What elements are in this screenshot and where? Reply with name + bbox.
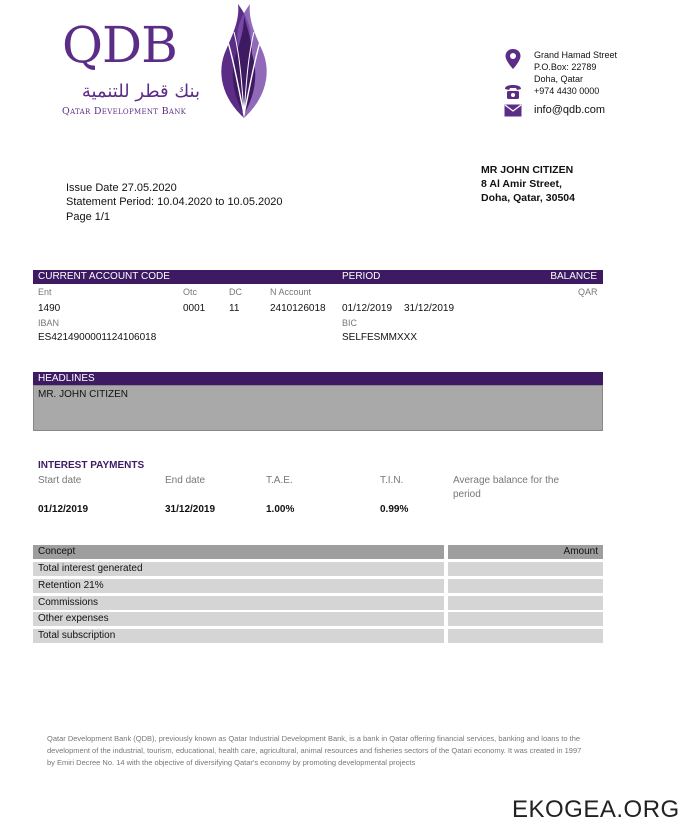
recipient-name: MR JOHN CITIZEN bbox=[481, 164, 574, 176]
issue-date: Issue Date 27.05.2020 bbox=[66, 182, 177, 194]
bank-description: Qatar Development Bank (QDB), previously known as Qatar Industrial Development Bank, is a bank in Qatar offering financial services, banking and loans to the development of the industrial, tourism, educational, health care, agricultural, animal resources and fisheries sectors of the Qatari economy. It was created in 1997 by Emiri Decree No. 14 with the objective of diversifying Qatar's economy by promoting developmental projects bbox=[47, 734, 582, 767]
amount-cell bbox=[448, 612, 603, 626]
tin-label: T.I.N. bbox=[380, 475, 404, 486]
interest-end-value: 31/12/2019 bbox=[165, 504, 216, 515]
concept-header: Concept bbox=[33, 545, 444, 559]
bic-value: SELFESMMXXX bbox=[342, 332, 418, 343]
bic-label: BIC bbox=[342, 318, 358, 328]
concept-row: Total subscription bbox=[33, 629, 444, 643]
phone-icon bbox=[504, 84, 522, 100]
logo-flame-mark bbox=[214, 2, 274, 120]
account-holder-name: MR. JOHN CITIZEN bbox=[38, 389, 128, 400]
logo-text: QDB bbox=[62, 16, 177, 74]
interest-payments-title: INTEREST PAYMENTS bbox=[38, 460, 145, 471]
tin-value: 0.99% bbox=[380, 504, 409, 515]
headlines-title: HEADLINES bbox=[38, 373, 95, 384]
amount-cell bbox=[448, 596, 603, 610]
start-date-label: Start date bbox=[38, 475, 82, 486]
current-account-code-header: CURRENT ACCOUNT CODE bbox=[38, 271, 170, 282]
otc-label: Otc bbox=[183, 287, 198, 297]
logo-arabic-text: بنك قطر للتنمية bbox=[81, 81, 200, 102]
concept-row: Total interest generated bbox=[33, 562, 444, 576]
dc-label: DC bbox=[229, 287, 242, 297]
email-address[interactable]: info@qdb.com bbox=[534, 104, 606, 116]
location-pin-icon bbox=[504, 48, 522, 70]
statement-period: Statement Period: 10.04.2020 to 10.05.2020 bbox=[66, 196, 283, 208]
headlines-header-bar bbox=[33, 372, 603, 386]
average-balance-label-line1: Average balance for the bbox=[453, 475, 560, 486]
address-line-1: Grand Hamad Street bbox=[534, 50, 618, 60]
iban-value: ES4214900001124106018 bbox=[38, 332, 157, 343]
watermark: EKOGEA.ORG bbox=[512, 796, 680, 823]
amount-cell bbox=[448, 629, 603, 643]
currency-label: QAR bbox=[578, 287, 598, 297]
n-account-value: 2410126018 bbox=[270, 303, 326, 314]
tae-label: T.A.E. bbox=[266, 475, 293, 486]
ent-label: Ent bbox=[38, 287, 52, 297]
ent-value: 1490 bbox=[38, 303, 61, 314]
logo-subtitle: Qatar Development Bank bbox=[62, 106, 187, 117]
concept-row: Retention 21% bbox=[33, 579, 444, 593]
dc-value: 11 bbox=[229, 303, 240, 314]
balance-header: BALANCE bbox=[550, 271, 597, 282]
tae-value: 1.00% bbox=[266, 504, 295, 515]
concept-row: Commissions bbox=[33, 596, 444, 610]
period-start-value: 01/12/2019 bbox=[342, 303, 393, 314]
otc-value: 0001 bbox=[183, 303, 206, 314]
account-header-bar bbox=[33, 270, 603, 284]
n-account-label: N Account bbox=[270, 287, 312, 297]
end-date-label: End date bbox=[165, 475, 206, 486]
email-icon bbox=[504, 104, 522, 117]
page-number: Page 1/1 bbox=[66, 211, 111, 223]
address-line-3: Doha, Qatar bbox=[534, 74, 584, 84]
recipient-city: Doha, Qatar, 30504 bbox=[481, 192, 575, 204]
interest-start-value: 01/12/2019 bbox=[38, 504, 89, 515]
average-balance-label-line2: period bbox=[453, 489, 481, 500]
address-line-2: P.O.Box: 22789 bbox=[534, 62, 597, 72]
phone-number: +974 4430 0000 bbox=[534, 86, 600, 96]
amount-header: Amount bbox=[448, 545, 603, 559]
amount-cell bbox=[448, 562, 603, 576]
period-end-value: 31/12/2019 bbox=[404, 303, 455, 314]
amount-cell bbox=[448, 579, 603, 593]
headlines-box bbox=[33, 385, 603, 431]
iban-label: IBAN bbox=[38, 318, 60, 328]
concept-row: Other expenses bbox=[33, 612, 444, 626]
recipient-street: 8 Al Amir Street, bbox=[481, 178, 562, 190]
period-header: PERIOD bbox=[342, 271, 381, 282]
